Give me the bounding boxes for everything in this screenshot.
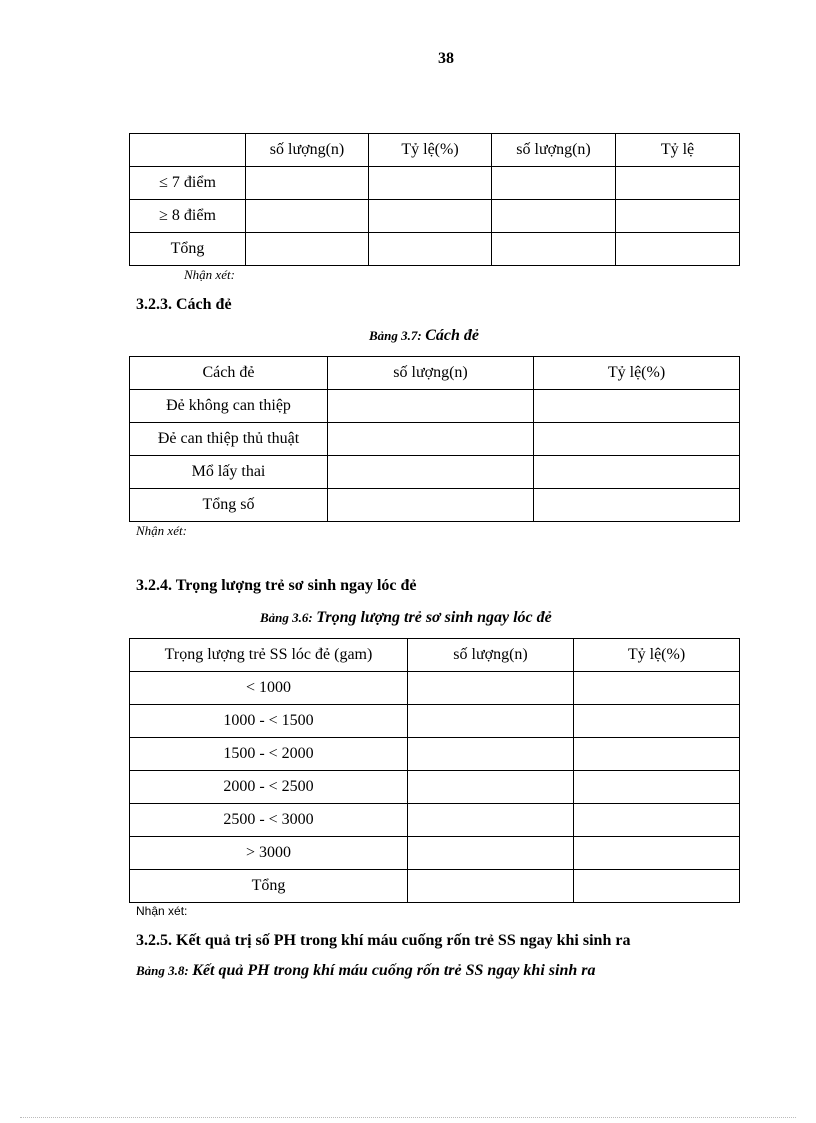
table-cell [246,233,369,266]
header-cell: Tỷ lệ [616,134,740,167]
page-number: 38 [438,50,454,67]
note-nhan-xet: Nhận xét: [136,904,188,918]
caption-title: Trọng lượng trẻ sơ sinh ngay lóc đẻ [316,609,552,626]
header-cell: Tỷ lệ(%) [534,357,740,390]
delivery-method-table [129,356,740,522]
header-cell: Cách đẻ [130,357,328,390]
header-cell: số lượng(n) [408,639,574,672]
caption-title: Cách đẻ [425,327,480,344]
row-label: ≥ 8 điểm [130,200,246,233]
table-cell [574,837,740,870]
row-label: > 3000 [130,837,408,870]
table-row [130,456,740,489]
caption-label: Bảng 3.8: [136,963,189,978]
header-cell: Tỷ lệ(%) [574,639,740,672]
header-cell [130,134,246,167]
table-row [130,738,740,771]
table-header-row [130,639,740,672]
table-header-row [130,357,740,390]
section-heading-323: 3.2.3. Cách đẻ [136,296,232,313]
apgar-table [129,133,740,266]
table-row [130,489,740,522]
table-cell [616,200,740,233]
table-cell [616,167,740,200]
table-cell [246,167,369,200]
table-cell [328,423,534,456]
page-bottom-divider [20,1117,796,1118]
table-cell [574,804,740,837]
table-cell [328,390,534,423]
table-cell [534,390,740,423]
table-cell [574,705,740,738]
section-heading-325: 3.2.5. Kết quả trị số PH trong khí máu cuống rốn trẻ SS ngay khi sinh ra [136,932,631,949]
table-cell [534,489,740,522]
row-label: 2500 - < 3000 [130,804,408,837]
section-heading-324: 3.2.4. Trọng lượng trẻ sơ sinh ngay lóc đẻ [136,577,417,594]
table-cell [408,771,574,804]
table-row [130,200,740,233]
caption-label: Bảng 3.7: [369,328,422,343]
table-cell [328,489,534,522]
table-cell [369,200,492,233]
table-cell [492,200,616,233]
table-row [130,771,740,804]
table-cell [408,837,574,870]
row-label: Tổng [130,870,408,903]
header-cell: số lượng(n) [246,134,369,167]
header-cell: Trọng lượng trẻ SS lóc đẻ (gam) [130,639,408,672]
table-cell [369,167,492,200]
header-cell: số lượng(n) [328,357,534,390]
caption-title: Kết quả PH trong khí máu cuống rốn trẻ SS ngay khi sinh ra [192,962,596,979]
table-cell [574,870,740,903]
row-label: 1500 - < 2000 [130,738,408,771]
row-label: 2000 - < 2500 [130,771,408,804]
table-cell [534,456,740,489]
table-cell [574,672,740,705]
table-cell [408,738,574,771]
table-row [130,167,740,200]
row-label: Tổng số [130,489,328,522]
row-label: 1000 - < 1500 [130,705,408,738]
table-cell [408,705,574,738]
table-cell [492,167,616,200]
table-row [130,233,740,266]
row-label: ≤ 7 điểm [130,167,246,200]
table-caption-37 [369,327,479,345]
table-caption-38 [136,962,595,980]
note-nhan-xet: Nhận xét: [136,523,187,538]
table-row [130,423,740,456]
table-header-row [130,134,740,167]
table-row [130,804,740,837]
table-caption-36 [260,609,552,627]
table-cell [408,804,574,837]
table-cell [408,870,574,903]
table-cell [246,200,369,233]
table-cell [534,423,740,456]
row-label: Tổng [130,233,246,266]
row-label: Đẻ không can thiệp [130,390,328,423]
header-cell: số lượng(n) [492,134,616,167]
table-row [130,870,740,903]
table-cell [328,456,534,489]
header-cell: Tỷ lệ(%) [369,134,492,167]
table-cell [574,738,740,771]
table-cell [492,233,616,266]
table-row [130,705,740,738]
table-row [130,837,740,870]
table-cell [369,233,492,266]
table-row [130,390,740,423]
table-row [130,672,740,705]
caption-label: Bảng 3.6: [260,610,313,625]
row-label: Đẻ can thiệp thủ thuật [130,423,328,456]
table-cell [574,771,740,804]
row-label: Mổ lấy thai [130,456,328,489]
table-cell [408,672,574,705]
row-label: < 1000 [130,672,408,705]
birth-weight-table [129,638,740,903]
table-cell [616,233,740,266]
note-nhan-xet: Nhận xét: [184,267,235,282]
